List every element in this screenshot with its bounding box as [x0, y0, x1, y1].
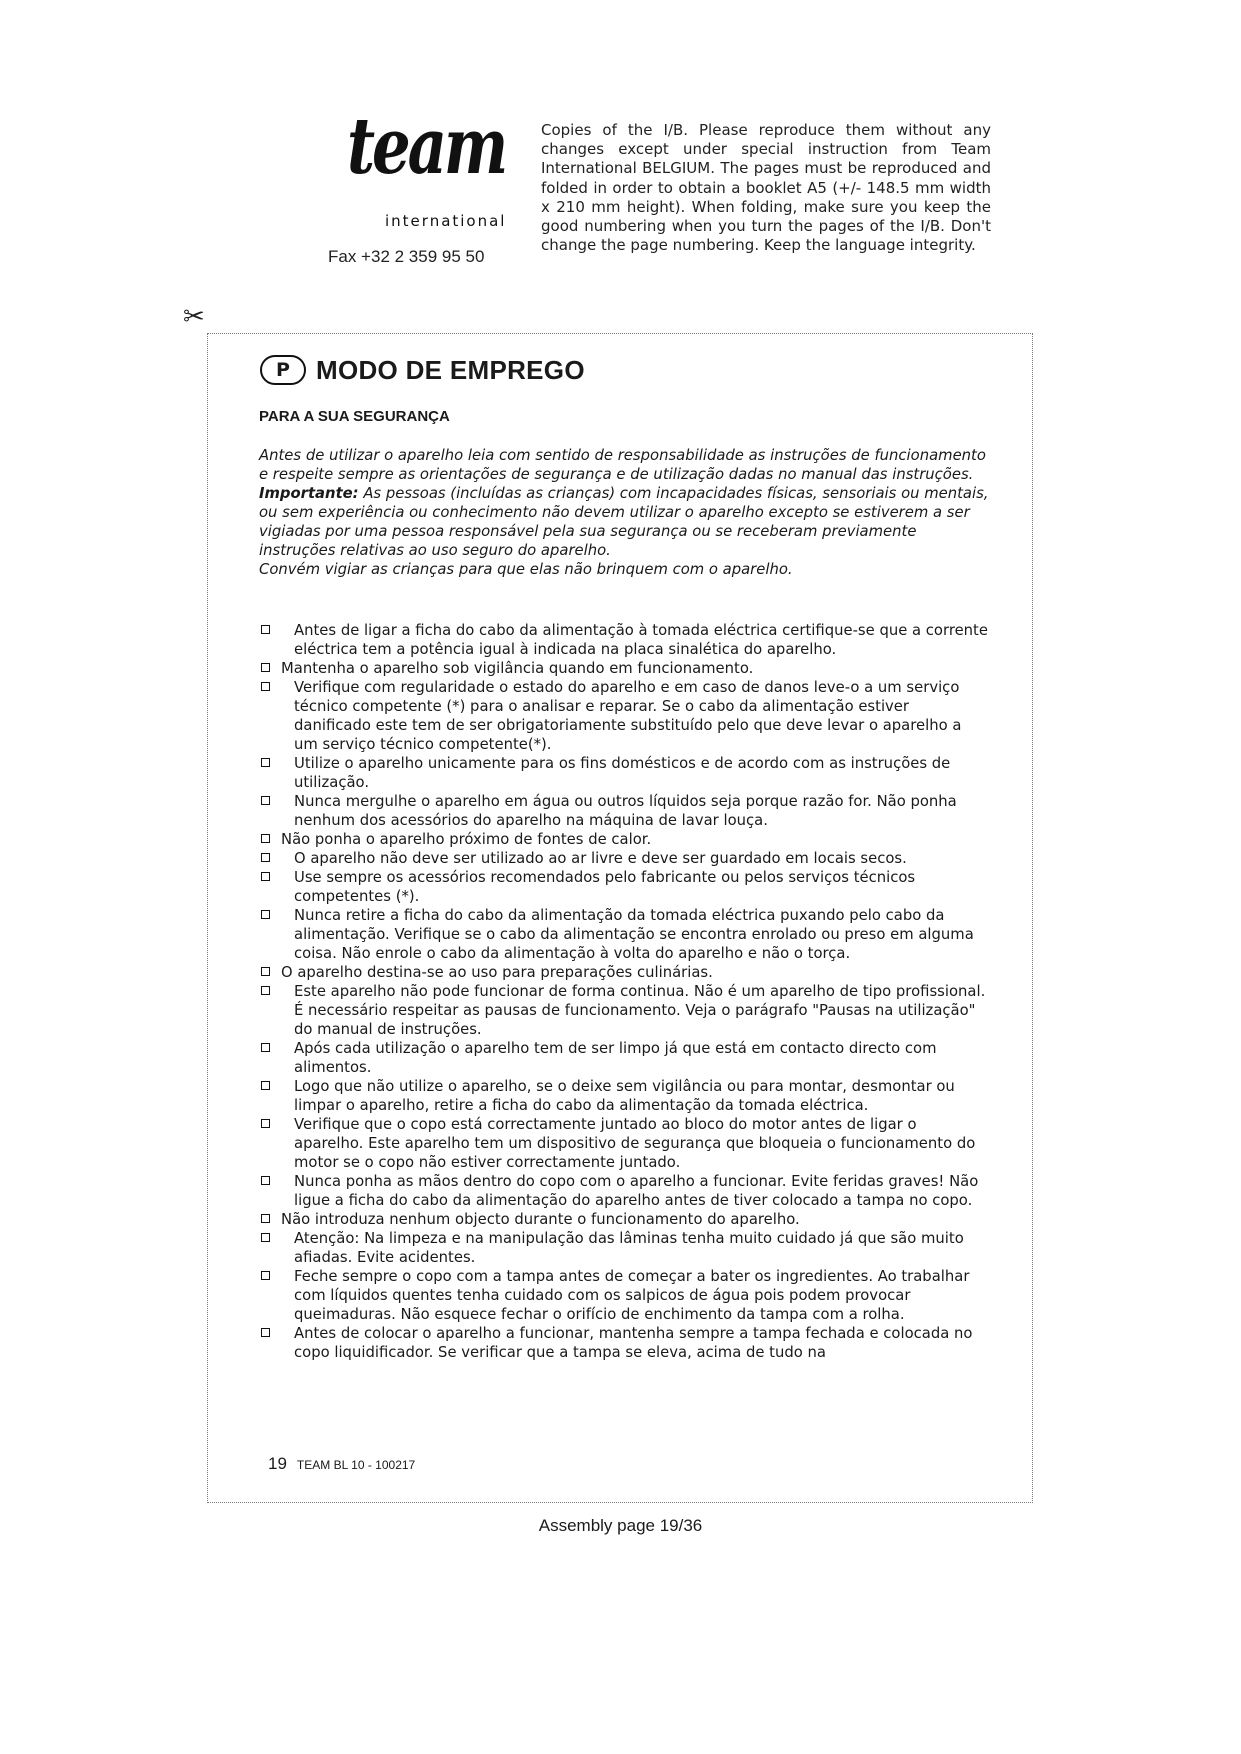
- list-item: Verifique que o copo está correctamente juntado ao bloco do motor antes de ligar o aparelho. Este aparelho tem um dispositivo de segurança que bloqueia o funcionamento do motor se o copo não estiver correctamente juntado.: [259, 1115, 989, 1172]
- checkbox-icon: [261, 910, 270, 919]
- checkbox-icon: [261, 967, 270, 976]
- checkbox-icon: [261, 834, 270, 843]
- important-text: As pessoas (incluídas as crianças) com incapacidades físicas, sensoriais ou mentais, ou sem experiência ou conhecimento não devem utilizar o aparelho excepto se estiverem a ser vigiadas por uma pessoa responsável pela sua segurança ou se receberam previamente instruções relativas ao uso seguro do aparelho.: [259, 485, 989, 559]
- logo-subtitle: international: [385, 212, 507, 230]
- list-item: Atenção: Na limpeza e na manipulação das lâminas tenha muito cuidado já que são muito afiadas. Evite acidentes.: [259, 1229, 989, 1267]
- checkbox-icon: [261, 1043, 270, 1052]
- checkbox-icon: [261, 796, 270, 805]
- language-badge: P: [260, 355, 306, 385]
- list-item: Antes de ligar a ficha do cabo da alimentação à tomada eléctrica certifique-se que a corrente eléctrica tem a potência igual à indicada na placa sinalética do aparelho.: [259, 621, 989, 659]
- checkbox-icon: [261, 1328, 270, 1337]
- checkbox-icon: [261, 625, 270, 634]
- intro-paragraph: [259, 484, 989, 560]
- checkbox-icon: [261, 1081, 270, 1090]
- list-item: Verifique com regularidade o estado do aparelho e em caso de danos leve-o a um serviço técnico competente (*) para o analisar e reparar. Se o cabo da alimentação estiver danificado este tem de ser obrigatoriamente substituído pelo que deve levar o aparelho a um serviço técnico competente(*).: [259, 678, 989, 754]
- list-item: Nunca retire a ficha do cabo da alimentação da tomada eléctrica puxando pelo cabo da alimentação. Verifique se o cabo da alimentação se encontra enrolado ou preso em alguma coisa. Não enrole o cabo da alimentação à volta do aparelho e não o torça.: [259, 906, 989, 963]
- scissors-icon: ✂: [183, 302, 205, 332]
- model-code: TEAM BL 10 - 100217: [296, 1458, 416, 1472]
- intro-paragraph: Convém vigiar as crianças para que elas não brinquem com o aparelho.: [259, 561, 793, 578]
- list-item: Após cada utilização o aparelho tem de ser limpo já que está em contacto directo com alimentos.: [259, 1039, 989, 1077]
- checkbox-icon: [261, 872, 270, 881]
- checkbox-icon: [261, 1233, 270, 1242]
- manual-header: [260, 352, 585, 388]
- checkbox-icon: [261, 663, 270, 672]
- list-item: Utilize o aparelho unicamente para os fins domésticos e de acordo com as instruções de utilização.: [259, 754, 989, 792]
- checkbox-icon: [261, 1176, 270, 1185]
- section-heading: PARA A SUA SEGURANÇA: [259, 408, 450, 425]
- intro-paragraph: Antes de utilizar o aparelho leia com sentido de responsabilidade as instruções de funcionamento e respeite sempre as orientações de segurança e de utilização dadas no manual das instruções.: [259, 447, 986, 483]
- checkbox-icon: [261, 758, 270, 767]
- list-item: Mantenha o aparelho sob vigilância quando em funcionamento.: [259, 659, 989, 678]
- checkbox-icon: [261, 682, 270, 691]
- list-item: Não ponha o aparelho próximo de fontes de calor.: [259, 830, 989, 849]
- checkbox-icon: [261, 1271, 270, 1280]
- page-footer: [268, 1454, 415, 1474]
- printing-instructions: Copies of the I/B. Please reproduce them without any changes except under special instruction from Team International BELGIUM. The pages must be reproduced and folded in order to obtain a booklet A5 (+/- 148.5 mm width x 210 mm height). When folding, make sure you keep the good numbering when you turn the pages of the I/B. Don't change the page numbering. Keep the language integrity.: [541, 121, 991, 255]
- checkbox-icon: [261, 853, 270, 862]
- checkbox-icon: [261, 1119, 270, 1128]
- checkbox-icon: [261, 986, 270, 995]
- page-number: 19: [268, 1454, 287, 1473]
- assembly-page-label: Assembly page 19/36: [538, 1516, 703, 1535]
- team-international-logo: [345, 101, 507, 240]
- list-item: Nunca mergulhe o aparelho em água ou outros líquidos seja porque razão for. Não ponha nenhum dos acessórios do aparelho na máquina de lavar louça.: [259, 792, 989, 830]
- list-item: Este aparelho não pode funcionar de forma continua. Não é um aparelho de tipo profissional. É necessário respeitar as pausas de funcionamento. Veja o parágrafo "Pausas na utilização" do manual de instruções.: [259, 982, 989, 1039]
- list-item: Feche sempre o copo com a tampa antes de começar a bater os ingredientes. Ao trabalhar com líquidos quentes tenha cuidado com os salpicos de água pois podem provocar queimaduras. Não esquece fechar o orifício de enchimento da tampa com a rolha.: [259, 1267, 989, 1324]
- list-item: Não introduza nenhum objecto durante o funcionamento do aparelho.: [259, 1210, 989, 1229]
- list-item: Nunca ponha as mãos dentro do copo com o aparelho a funcionar. Evite feridas graves! Não ligue a ficha do cabo da alimentação do aparelho antes de tiver colocado a tampa no copo.: [259, 1172, 989, 1210]
- logo-wordmark: team: [347, 101, 506, 192]
- list-item: Use sempre os acessórios recomendados pelo fabricante ou pelos serviços técnicos competentes (*).: [259, 868, 989, 906]
- manual-title: MODO DE EMPREGO: [316, 354, 585, 385]
- checkbox-icon: [261, 1214, 270, 1223]
- intro-text: [259, 446, 989, 579]
- list-item: O aparelho não deve ser utilizado ao ar livre e deve ser guardado em locais secos.: [259, 849, 989, 868]
- safety-list: [259, 621, 989, 1362]
- fax-number: Fax +32 2 359 95 50: [328, 247, 485, 266]
- list-item: Antes de colocar o aparelho a funcionar, mantenha sempre a tampa fechada e colocada no copo liquidificador. Se verificar que a tampa se eleva, acima de tudo na: [259, 1324, 989, 1362]
- list-item: Logo que não utilize o aparelho, se o deixe sem vigilância ou para montar, desmontar ou limpar o aparelho, retire a ficha do cabo da alimentação da tomada eléctrica.: [259, 1077, 989, 1115]
- important-label: Importante:: [259, 485, 359, 502]
- list-item: O aparelho destina-se ao uso para preparações culinárias.: [259, 963, 989, 982]
